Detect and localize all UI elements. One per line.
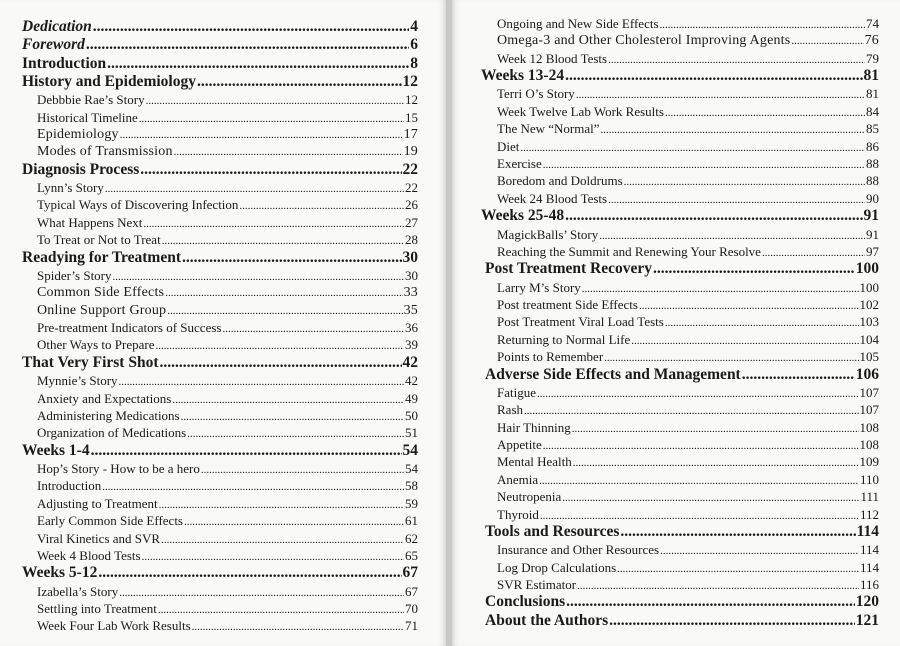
toc-subsection-entry xyxy=(481,85,879,102)
toc-section-entry xyxy=(22,18,418,36)
toc-section-entry xyxy=(22,55,418,73)
toc-subsection-entry xyxy=(481,50,879,67)
dot-leader xyxy=(520,140,865,155)
toc-page-number: 84 xyxy=(866,103,879,119)
toc-page-number: 111 xyxy=(860,489,879,505)
dot-leader xyxy=(791,33,863,49)
toc-entry-title: Dedication xyxy=(22,18,92,35)
dot-leader xyxy=(174,144,403,160)
dot-leader xyxy=(540,508,859,523)
toc-page-number: 76 xyxy=(864,33,879,49)
toc-section-entry xyxy=(22,354,418,372)
toc-section-entry xyxy=(22,249,418,267)
toc-subsection-entry xyxy=(22,617,418,634)
toc-entry-title: Introduction xyxy=(22,54,107,72)
toc-subsection-entry xyxy=(481,384,879,401)
toc-section-entry xyxy=(481,593,879,611)
toc-section-entry xyxy=(22,73,418,91)
dot-leader xyxy=(142,549,404,564)
toc-page-number: 103 xyxy=(859,314,879,330)
dot-leader xyxy=(543,157,865,172)
toc-subsection-entry xyxy=(22,600,418,617)
toc-page-number: 42 xyxy=(402,353,418,371)
toc-section-entry xyxy=(22,564,418,582)
dot-leader xyxy=(572,421,859,436)
toc-page-number: 26 xyxy=(405,197,418,213)
dot-leader xyxy=(566,593,855,611)
toc-page-number: 65 xyxy=(405,547,418,563)
toc-entry-title: Organization of Medications xyxy=(37,425,187,441)
toc-subsection-entry xyxy=(22,372,418,389)
dot-leader xyxy=(165,285,402,301)
toc-section-entry xyxy=(481,67,879,85)
dot-leader xyxy=(158,602,404,617)
toc-page-number: 105 xyxy=(859,349,879,365)
toc-page-number: 86 xyxy=(866,138,879,154)
toc-entry-title: History and Epidemiology xyxy=(22,72,196,90)
toc-entry-title: Modes of Transmission xyxy=(37,144,173,160)
dot-leader xyxy=(609,612,855,630)
toc-page-number: 116 xyxy=(859,577,879,593)
dot-leader xyxy=(172,392,404,407)
toc-entry-title: Ongoing and New Side Effects xyxy=(497,16,659,31)
toc-page-number: 107 xyxy=(859,384,879,400)
toc-entry-title: Hair Thinning xyxy=(497,419,571,435)
toc-subsection-entry xyxy=(481,419,879,436)
toc-entry-title: Online Support Group xyxy=(37,302,167,318)
dot-leader xyxy=(160,354,402,372)
toc-entry-title: Rash xyxy=(497,402,523,418)
toc-page-number: 106 xyxy=(855,365,879,383)
toc-page-number: 28 xyxy=(405,232,418,248)
toc-page-number: 91 xyxy=(863,207,879,225)
toc-entry-title: Epidemiology xyxy=(37,126,119,142)
toc-entry-title: Lynn’s Story xyxy=(37,180,104,196)
toc-entry-title: Debbbie Rae’s Story xyxy=(37,92,145,108)
toc-page-number: 30 xyxy=(402,248,418,266)
toc-subsection-entry xyxy=(22,214,418,231)
dot-leader xyxy=(543,438,859,453)
toc-page-number: 108 xyxy=(859,437,879,452)
toc-page-number: 114 xyxy=(859,559,879,575)
dot-leader xyxy=(161,532,404,547)
toc-subsection-entry xyxy=(481,348,879,365)
toc-entry-title: Boredom and Doldrums xyxy=(497,173,623,189)
dot-leader xyxy=(105,181,404,196)
dot-leader xyxy=(576,87,865,102)
dot-leader xyxy=(608,192,865,207)
toc-page-number: 71 xyxy=(405,618,418,634)
toc-entry-title: Izabella’s Story xyxy=(37,583,119,599)
dot-leader xyxy=(86,36,409,54)
toc-subsection-entry xyxy=(481,488,879,505)
dot-leader xyxy=(93,18,410,36)
dot-leader xyxy=(159,497,404,512)
dot-leader xyxy=(665,105,865,120)
dot-leader xyxy=(639,298,859,313)
toc-entry-title: Week Twelve Lab Work Results xyxy=(497,103,664,119)
toc-entry-title: Settling into Treatment xyxy=(37,601,157,617)
toc-entry-title: Thyroid xyxy=(497,506,539,522)
toc-entry-title: Omega-3 and Other Cholesterol Improving Agents xyxy=(497,33,791,49)
toc-subsection-entry xyxy=(481,296,879,313)
toc-entry-title: Other Ways to Prepare xyxy=(37,337,155,353)
toc-page-number: 49 xyxy=(405,390,418,406)
toc-entry-title: Hop’s Story - How to be a hero xyxy=(37,461,200,477)
dot-leader xyxy=(562,490,859,505)
dot-leader xyxy=(201,462,404,477)
dot-leader xyxy=(102,479,404,494)
dot-leader xyxy=(143,216,404,231)
toc-entry-title: Adjusting to Treatment xyxy=(37,495,158,511)
dot-leader xyxy=(184,514,404,529)
toc-subsection-entry xyxy=(22,302,418,319)
dot-leader xyxy=(162,233,404,248)
toc-subsection-entry xyxy=(481,436,879,453)
toc-subsection-entry xyxy=(22,512,418,529)
toc-subsection-entry xyxy=(481,103,879,120)
toc-page-number: 114 xyxy=(856,522,879,540)
toc-page-number: 6 xyxy=(410,36,418,54)
toc-subsection-entry xyxy=(22,424,418,441)
dot-leader xyxy=(742,366,855,384)
toc-entry-title: Early Common Side Effects xyxy=(37,513,183,529)
toc-entry-title: Week 24 Blood Tests xyxy=(497,190,608,206)
dot-leader xyxy=(146,93,404,108)
dot-leader xyxy=(140,161,401,179)
toc-page-number: 17 xyxy=(403,126,418,142)
toc-entry-title: About the Authors xyxy=(485,611,609,629)
dot-leader xyxy=(539,473,859,488)
dot-leader xyxy=(537,386,859,401)
toc-entry-title: Anxiety and Expectations xyxy=(37,390,172,406)
dot-leader xyxy=(192,619,404,634)
dot-leader xyxy=(113,269,404,284)
toc-subsection-entry xyxy=(481,313,879,330)
toc-entry-title: That Very First Shot xyxy=(22,353,159,371)
toc-entry-title: Spider’s Story xyxy=(37,267,112,283)
toc-page-number: 102 xyxy=(859,296,879,312)
dot-leader xyxy=(119,585,404,600)
dot-leader xyxy=(155,338,404,353)
toc-subsection-entry xyxy=(22,196,418,213)
toc-entry-title: Reaching the Summit and Renewing Your Resolve xyxy=(497,243,761,259)
dot-leader xyxy=(660,543,859,558)
toc-page-number: 19 xyxy=(403,144,418,160)
toc-entry-title: Week 12 Blood Tests xyxy=(497,50,608,66)
toc-section-entry xyxy=(481,260,879,278)
toc-entry-title: Appetite xyxy=(497,437,542,452)
dot-leader xyxy=(98,564,401,582)
dot-leader xyxy=(665,315,859,330)
toc-subsection-entry xyxy=(22,477,418,494)
toc-entry-title: Neutropenia xyxy=(497,489,562,505)
dot-leader xyxy=(139,111,404,126)
toc-entry-title: Returning to Normal Life xyxy=(497,331,631,347)
toc-page-number: 8 xyxy=(410,54,418,72)
toc-subsection-entry xyxy=(22,495,418,512)
dot-leader xyxy=(599,228,865,243)
toc-section-entry xyxy=(22,161,418,179)
toc-entry-title: Introduction xyxy=(37,478,102,494)
toc-entry-title: Readying for Treatment xyxy=(22,248,182,266)
toc-entry-title: Weeks 25-48 xyxy=(481,207,565,225)
toc-subsection-entry xyxy=(22,91,418,108)
toc-section-entry xyxy=(22,36,418,54)
toc-entry-title: What Happens Next xyxy=(37,214,143,230)
toc-subsection-entry xyxy=(22,407,418,424)
toc-subsection-entry xyxy=(481,576,879,593)
dot-leader xyxy=(187,426,404,441)
toc-section-entry xyxy=(22,442,418,460)
dot-leader xyxy=(524,403,859,418)
toc-page-number: 54 xyxy=(405,461,418,477)
toc-entry-title: Points to Remember xyxy=(497,349,604,365)
toc-subsection-entry xyxy=(22,179,418,196)
toc-subsection-entry xyxy=(481,559,879,576)
toc-subsection-entry xyxy=(22,336,418,353)
toc-entry-title: Exercise xyxy=(497,156,542,172)
dot-leader xyxy=(197,73,402,91)
toc-entry-title: Anemia xyxy=(497,471,539,487)
toc-entry-title: Foreword xyxy=(22,36,85,54)
toc-subsection-entry xyxy=(22,547,418,564)
toc-page-number: 59 xyxy=(405,495,418,511)
toc-entry-title: Post Treatment Recovery xyxy=(485,260,652,278)
toc-entry-title: Diet xyxy=(497,138,520,154)
toc-page-number: 91 xyxy=(866,226,879,242)
dot-leader xyxy=(608,52,865,67)
toc-right-column xyxy=(481,15,879,630)
toc-entry-title: Pre-treatment Indicators of Success xyxy=(37,320,222,336)
toc-entry-title: Historical Timeline xyxy=(37,109,138,125)
toc-page-number: 88 xyxy=(866,156,879,172)
toc-page-number: 88 xyxy=(866,173,879,189)
dot-leader xyxy=(222,321,404,336)
dot-leader xyxy=(107,55,409,73)
toc-page-number: 121 xyxy=(855,611,879,629)
toc-subsection-entry xyxy=(481,32,879,49)
toc-entry-title: To Treat or Not to Treat xyxy=(37,232,161,248)
dot-leader xyxy=(620,523,855,541)
toc-entry-title: Typical Ways of Discovering Infection xyxy=(37,197,239,213)
toc-page-number: 42 xyxy=(405,373,418,389)
toc-entry-title: Week Four Lab Work Results xyxy=(37,618,191,634)
toc-page-number: 30 xyxy=(405,267,418,283)
toc-page-number: 100 xyxy=(855,260,879,278)
toc-page-number: 15 xyxy=(405,109,418,125)
toc-subsection-entry xyxy=(22,109,418,126)
dot-leader xyxy=(660,17,865,32)
dot-leader xyxy=(762,245,865,260)
dot-leader xyxy=(239,198,404,213)
toc-page-number: 12 xyxy=(402,72,418,90)
toc-subsection-entry xyxy=(22,460,418,477)
toc-page-number: 54 xyxy=(402,441,418,459)
toc-entry-title: Common Side Effects xyxy=(37,285,165,301)
toc-section-entry xyxy=(481,207,879,225)
toc-subsection-entry xyxy=(481,506,879,523)
dot-leader xyxy=(182,249,401,267)
dot-leader xyxy=(582,281,859,296)
toc-page-number: 36 xyxy=(405,320,418,336)
dot-leader xyxy=(120,127,403,143)
toc-page-number: 97 xyxy=(866,243,879,259)
toc-subsection-entry xyxy=(22,530,418,547)
dot-leader xyxy=(119,374,404,389)
toc-subsection-entry xyxy=(481,226,879,243)
toc-subsection-entry xyxy=(22,319,418,336)
toc-section-entry xyxy=(481,366,879,384)
dot-leader xyxy=(565,207,862,225)
toc-page-number: 114 xyxy=(859,542,879,558)
toc-entry-title: Adverse Side Effects and Management xyxy=(485,365,741,383)
toc-page-number: 61 xyxy=(405,513,418,529)
toc-page-number: 109 xyxy=(859,454,879,470)
toc-subsection-entry xyxy=(22,583,418,600)
toc-page-number: 67 xyxy=(402,564,418,582)
toc-subsection-entry xyxy=(481,401,879,418)
toc-left-column xyxy=(22,18,418,635)
toc-entry-title: Week 4 Blood Tests xyxy=(37,547,141,563)
toc-entry-title: The New “Normal” xyxy=(497,121,600,137)
toc-entry-title: SVR Estimator xyxy=(497,577,577,593)
toc-page-number: 22 xyxy=(405,180,418,196)
toc-entry-title: Post Treatment Viral Load Tests xyxy=(497,314,664,330)
toc-page-number: 81 xyxy=(866,86,879,102)
toc-page-number: 120 xyxy=(855,593,879,611)
toc-entry-title: Weeks 1-4 xyxy=(22,441,90,459)
dot-leader xyxy=(573,455,859,470)
toc-page-number: 100 xyxy=(859,279,879,295)
toc-page-number: 85 xyxy=(866,121,879,137)
toc-page-number: 4 xyxy=(410,18,418,35)
dot-leader xyxy=(617,561,859,576)
toc-page-number: 22 xyxy=(402,160,418,178)
toc-entry-title: Weeks 5-12 xyxy=(22,564,98,582)
toc-page-number: 62 xyxy=(405,530,418,546)
toc-page-number: 50 xyxy=(405,407,418,423)
toc-entry-title: Log Drop Calculations xyxy=(497,559,617,575)
toc-page-number: 51 xyxy=(405,425,418,441)
dot-leader xyxy=(653,260,855,278)
toc-entry-title: Viral Kinetics and SVR xyxy=(37,530,161,546)
toc-entry-title: Insurance and Other Resources xyxy=(497,542,660,558)
toc-page-number: 90 xyxy=(866,190,879,206)
toc-page-number: 107 xyxy=(859,402,879,418)
dot-leader xyxy=(601,122,865,137)
left-page xyxy=(0,0,446,646)
toc-subsection-entry xyxy=(481,243,879,260)
dot-leader xyxy=(631,333,858,348)
toc-entry-title: Post treatment Side Effects xyxy=(497,296,638,312)
toc-subsection-entry xyxy=(22,143,418,160)
toc-entry-title: Mental Health xyxy=(497,454,572,470)
toc-subsection-entry xyxy=(22,284,418,301)
toc-page-number: 112 xyxy=(859,506,879,522)
dot-leader xyxy=(565,67,862,85)
toc-subsection-entry xyxy=(481,155,879,172)
toc-page-number: 70 xyxy=(405,601,418,617)
toc-entry-title: Larry M’s Story xyxy=(497,279,581,295)
toc-subsection-entry xyxy=(481,172,879,189)
dot-leader xyxy=(604,350,858,365)
toc-entry-title: Administering Medications xyxy=(37,407,180,423)
toc-entry-title: Conclusions xyxy=(485,593,566,611)
toc-entry-title: Tools and Resources xyxy=(485,522,620,540)
toc-subsection-entry xyxy=(481,279,879,296)
toc-entry-title: MagickBalls’ Story xyxy=(497,226,599,242)
toc-entry-title: Diagnosis Process xyxy=(22,160,140,178)
toc-entry-title: Mynnie’s Story xyxy=(37,373,118,389)
toc-page-number: 35 xyxy=(403,302,418,318)
toc-page-number: 12 xyxy=(405,92,418,108)
toc-subsection-entry xyxy=(481,190,879,207)
dot-leader xyxy=(181,409,404,424)
toc-subsection-entry xyxy=(481,138,879,155)
toc-subsection-entry xyxy=(22,126,418,143)
toc-page-number: 33 xyxy=(403,285,418,301)
toc-page-number: 39 xyxy=(405,337,418,353)
right-page xyxy=(452,0,900,646)
dot-leader xyxy=(577,578,859,593)
toc-page-number: 108 xyxy=(859,419,879,435)
toc-section-entry xyxy=(481,523,879,541)
toc-page-number: 81 xyxy=(863,67,879,85)
toc-subsection-entry xyxy=(481,453,879,470)
toc-page-number: 67 xyxy=(405,583,418,599)
toc-page-number: 27 xyxy=(405,214,418,230)
toc-subsection-entry xyxy=(481,471,879,488)
toc-page-number: 110 xyxy=(859,471,879,487)
toc-subsection-entry xyxy=(481,541,879,558)
dot-leader xyxy=(624,174,865,189)
toc-subsection-entry xyxy=(481,331,879,348)
toc-subsection-entry xyxy=(22,231,418,248)
dot-leader xyxy=(167,303,402,319)
toc-subsection-entry xyxy=(22,390,418,407)
toc-entry-title: Weeks 13-24 xyxy=(481,67,565,85)
toc-page-number: 58 xyxy=(405,478,418,494)
toc-page-number: 104 xyxy=(859,331,879,347)
toc-subsection-entry xyxy=(481,15,879,32)
toc-page-number: 74 xyxy=(866,16,879,31)
toc-entry-title: Terri O’s Story xyxy=(497,86,575,102)
dot-leader xyxy=(91,442,402,460)
toc-entry-title: Fatigue xyxy=(497,384,536,400)
toc-section-entry xyxy=(481,612,879,630)
toc-page-number: 79 xyxy=(866,50,879,66)
toc-subsection-entry xyxy=(22,267,418,284)
toc-subsection-entry xyxy=(481,120,879,137)
